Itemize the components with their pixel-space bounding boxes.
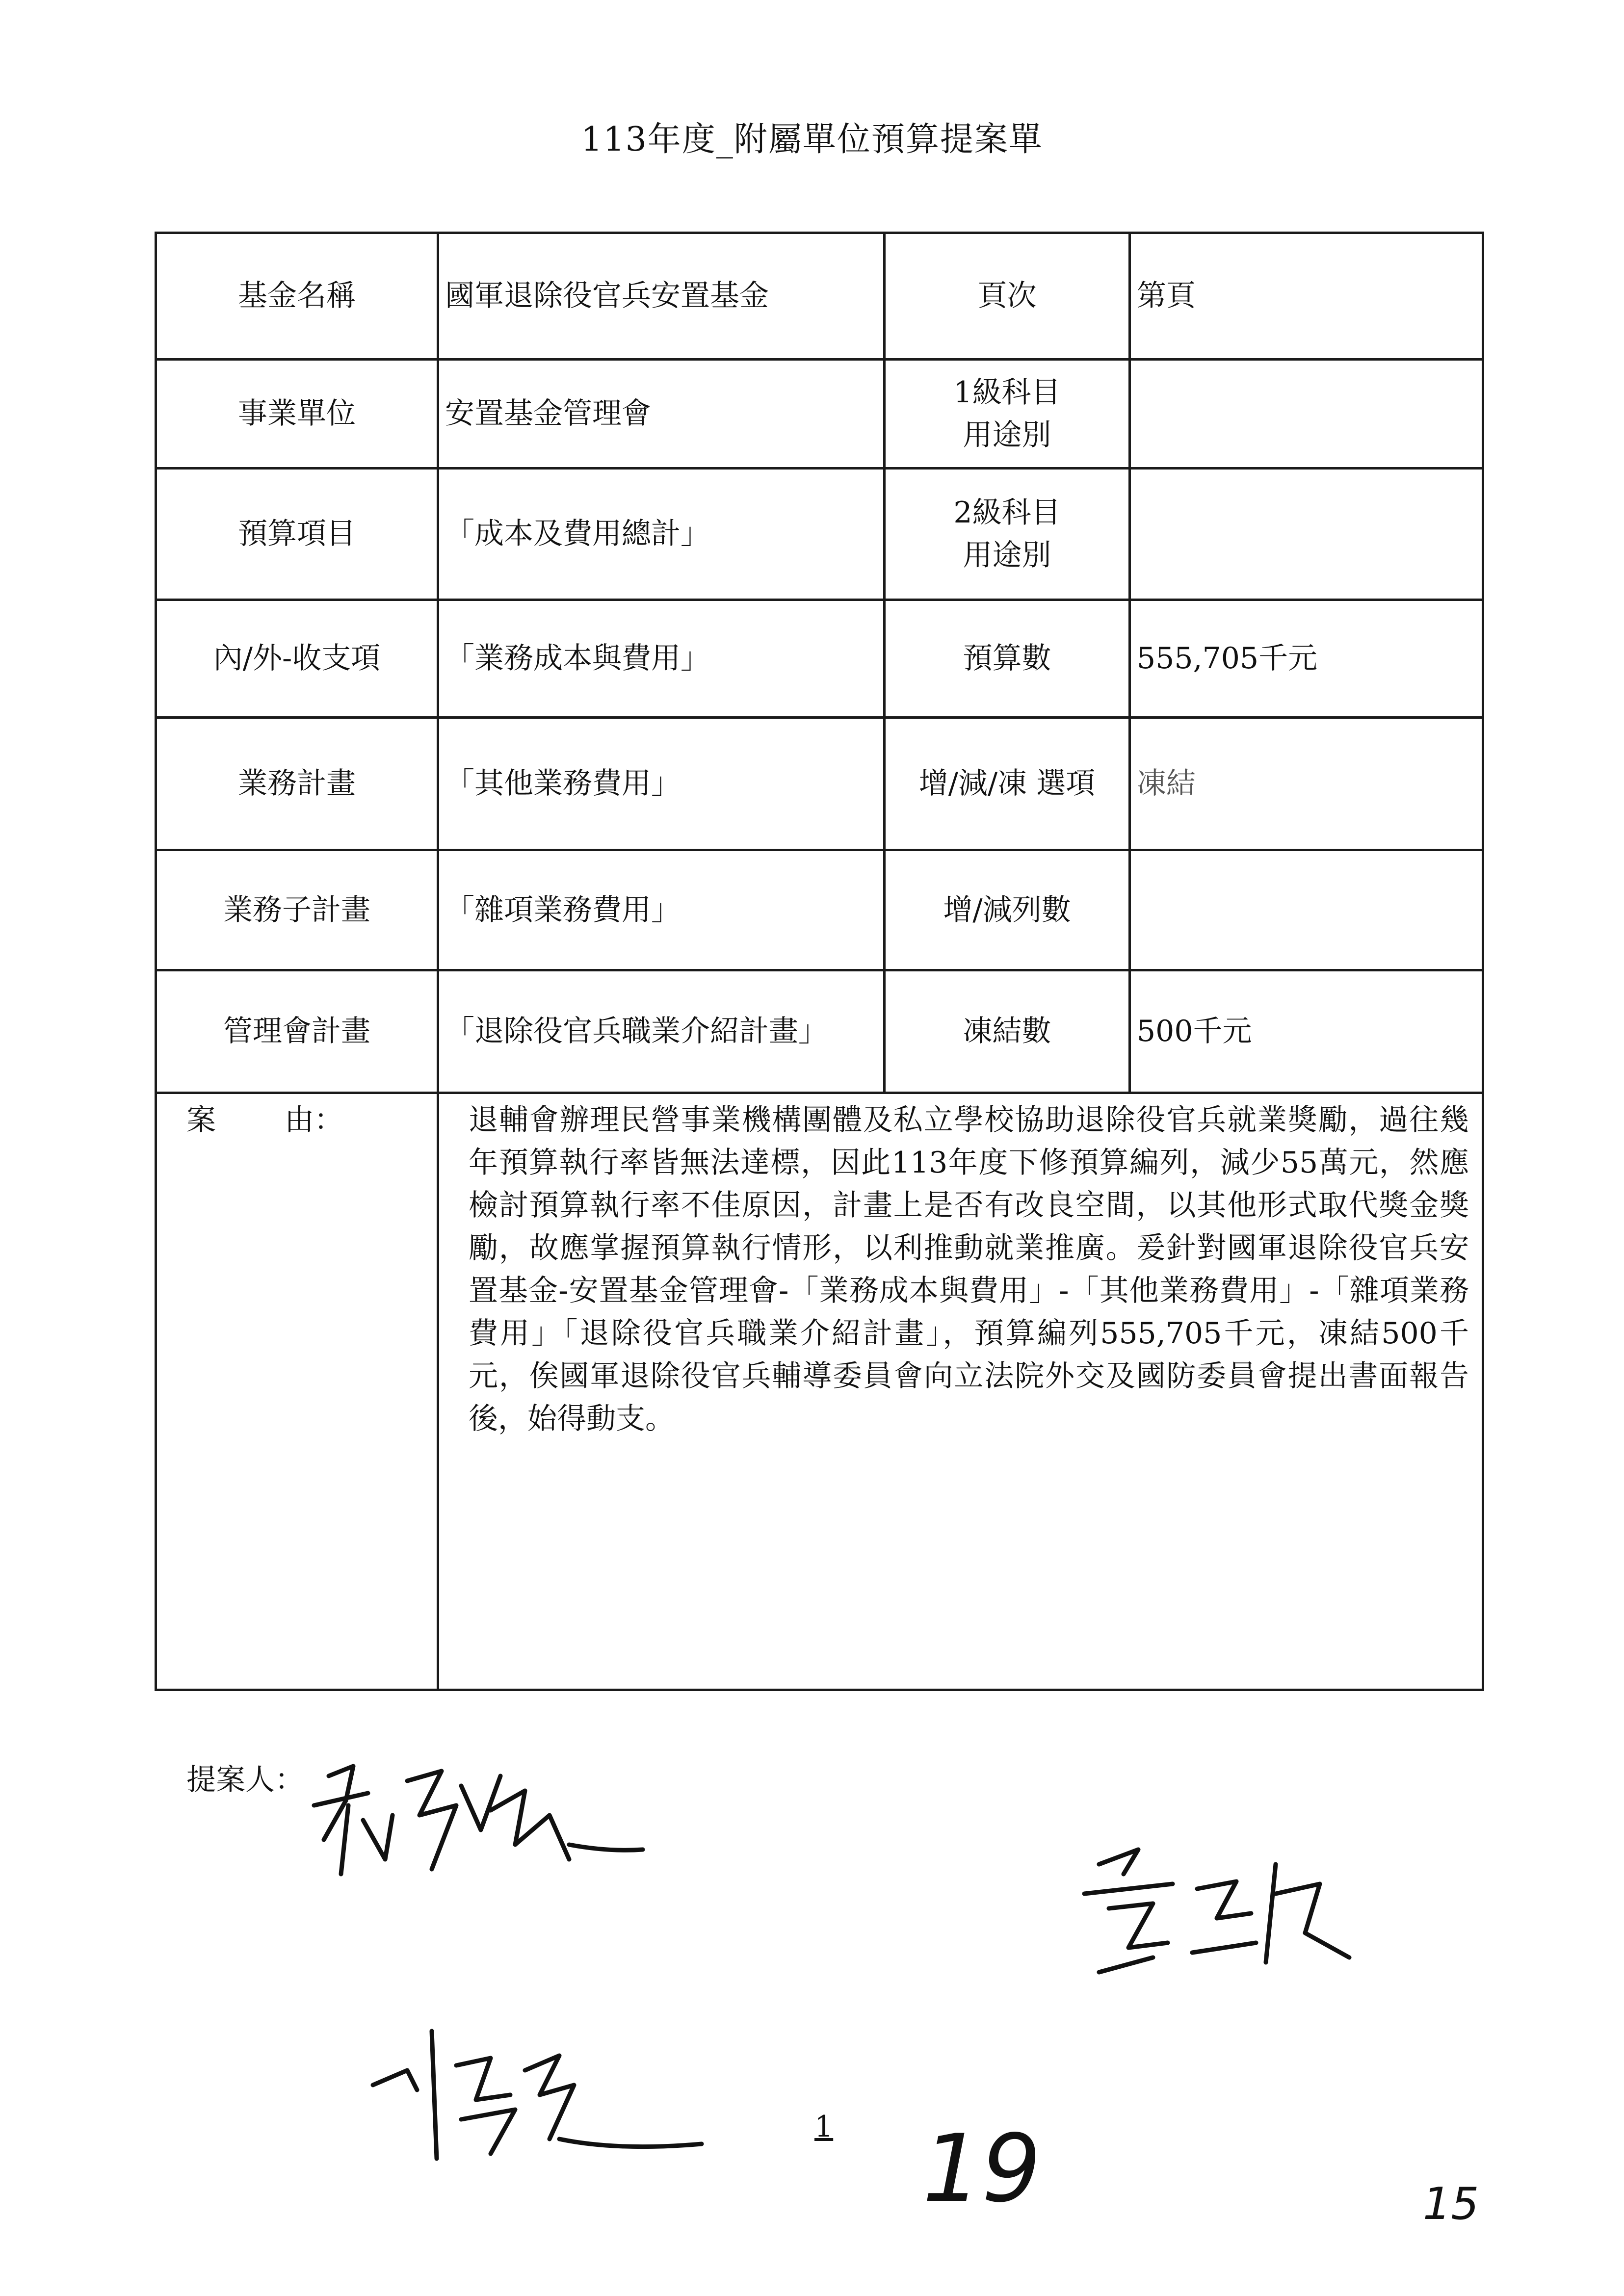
level2-item-value — [1130, 469, 1483, 600]
fund-name-value: 國軍退除役官兵安置基金 — [438, 233, 885, 360]
adjust-amount-label: 增/減列數 — [885, 850, 1130, 970]
sub-plan-label: 業務子計畫 — [156, 850, 438, 970]
table-row — [156, 360, 1483, 469]
signature-3 — [363, 2011, 707, 2173]
adjust-option-label: 增/減/凍 選項 — [885, 718, 1130, 850]
frozen-amount-value: 500千元 — [1130, 970, 1483, 1093]
table-row — [156, 233, 1483, 360]
adjust-amount-value — [1130, 850, 1483, 970]
budget-proposal-table — [155, 232, 1484, 1691]
budget-amount-value: 555,705千元 — [1130, 600, 1483, 718]
budget-amount-label: 預算數 — [885, 600, 1130, 718]
table-row — [156, 850, 1483, 970]
page-ref-label: 頁次 — [885, 233, 1130, 360]
business-unit-label: 事業單位 — [156, 360, 438, 469]
business-unit-value: 安置基金管理會 — [438, 360, 885, 469]
table-row — [156, 469, 1483, 600]
table-row — [156, 970, 1483, 1093]
level1-item-label: 1級科目 用途別 — [885, 360, 1130, 469]
signature-1 — [294, 1747, 648, 1894]
level1-item-value — [1130, 360, 1483, 469]
handwritten-number-19: 19 — [922, 2114, 1041, 2223]
reason-label-b: 由： — [285, 1103, 343, 1137]
signature-2 — [1070, 1835, 1364, 1997]
management-plan-value: 「退除役官兵職業介紹計畫」 — [438, 970, 885, 1093]
table-row — [156, 600, 1483, 718]
page-ref-value: 第頁 — [1130, 233, 1483, 360]
page-number: 1 — [814, 2110, 834, 2144]
page-title: 113年度_附屬單位預算提案單 — [581, 120, 1043, 159]
handwritten-number-15: 15 — [1423, 2178, 1479, 2230]
business-plan-label: 業務計畫 — [156, 718, 438, 850]
proposer-label: 提案人： — [186, 1763, 304, 1797]
fund-name-label: 基金名稱 — [156, 233, 438, 360]
level2-item-label: 2級科目 用途別 — [885, 469, 1130, 600]
reason-text: 退輔會辦理民營事業機構團體及私立學校協助退除役官兵就業獎勵，過往幾年預算執行率皆無法達標，因此113年度下修預算編列，減少55萬元，然應檢討預算執行率不佳原因，計畫上是否有改良空間，以其他形式取代獎金獎勵，故應掌握預算執行情形，以利推動就業推廣。爰針對國軍退除役官兵安置基金-安置基金管理會-「業務成本與費用」-「其他業務費用」-「雜項業務費用」「退除役官兵職業介紹計畫」，預算編列555,705千元，凍結500千元，俟國軍退除役官兵輔導委員會向立法院外交及國防委員會提出書面報告後，始得動支。 — [438, 1093, 1483, 1690]
business-plan-value: 「其他業務費用」 — [438, 718, 885, 850]
budget-item-value: 「成本及費用總計」 — [438, 469, 885, 600]
frozen-amount-label: 凍結數 — [885, 970, 1130, 1093]
management-plan-label: 管理會計畫 — [156, 970, 438, 1093]
sub-plan-value: 「雜項業務費用」 — [438, 850, 885, 970]
reason-label — [156, 1093, 438, 1690]
reason-label-a: 案 — [186, 1103, 216, 1137]
income-expense-value: 「業務成本與費用」 — [438, 600, 885, 718]
budget-item-label: 預算項目 — [156, 469, 438, 600]
adjust-option-value: 凍結 — [1130, 718, 1483, 850]
table-row — [156, 718, 1483, 850]
table-row — [156, 1093, 1483, 1690]
income-expense-label: 內/外-收支項 — [156, 600, 438, 718]
